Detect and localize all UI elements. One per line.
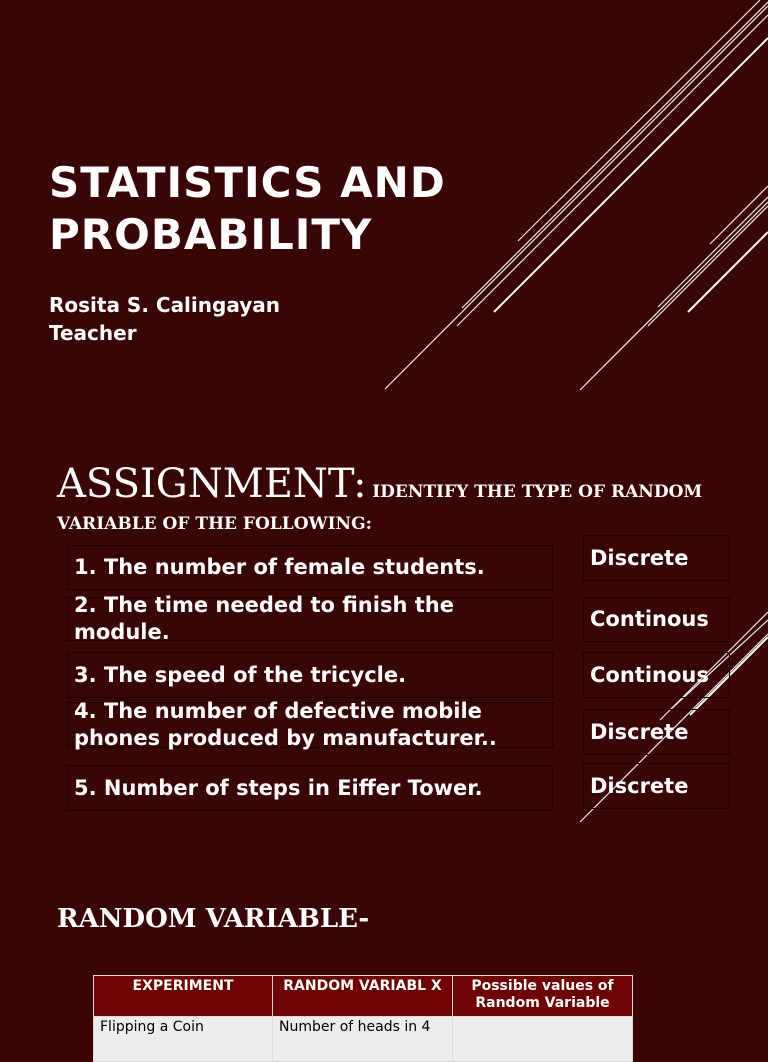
answer-5: Discrete [583, 763, 730, 809]
answer-2: Continous [583, 597, 730, 642]
answer-1: Discrete [583, 535, 730, 581]
random-variable-slide [0, 850, 768, 1035]
assignment-slide [0, 440, 768, 850]
random-variable-title: RANDOM VARIABLE- [57, 904, 370, 934]
assignment-heading [57, 458, 737, 538]
question-5: 5. Number of steps in Eiffer Tower. [67, 765, 553, 811]
table-cell: Flipping a Coin [94, 1017, 273, 1062]
answer-3: Continous [583, 652, 730, 698]
table-cell: Number of heads in 4 [273, 1017, 453, 1062]
question-1: 1. The number of female students. [67, 545, 553, 590]
title-line-2: PROBABILITY [49, 210, 373, 259]
page-title [49, 157, 446, 261]
subtitle [49, 291, 280, 347]
author-role: Teacher [49, 321, 137, 345]
title-line-1: STATISTICS AND [49, 158, 446, 207]
answer-4: Discrete [583, 709, 730, 755]
question-2: 2. The time needed to finish the module. [67, 597, 553, 641]
table-cell [453, 1017, 633, 1062]
question-4: 4. The number of defective mobile phones produced by manufacturer.. [67, 702, 553, 748]
header-possible-values: Possible values of Random Variable [453, 976, 633, 1017]
header-random-variable: RANDOM VARIABL X [273, 976, 453, 1017]
author-name: Rosita S. Calingayan [49, 293, 280, 317]
assignment-label: ASSIGNMENT: [57, 461, 367, 507]
header-experiment: EXPERIMENT [94, 976, 273, 1017]
assignment-instruction: IDENTIFY THE TYPE OF RANDOM VARIABLE OF THE FOLLOWING: [57, 482, 703, 534]
title-slide [0, 0, 768, 440]
question-3: 3. The speed of the tricycle. [67, 652, 553, 698]
table-row [94, 1017, 633, 1062]
random-variable-table [93, 975, 633, 1062]
table-header-row [94, 976, 633, 1017]
